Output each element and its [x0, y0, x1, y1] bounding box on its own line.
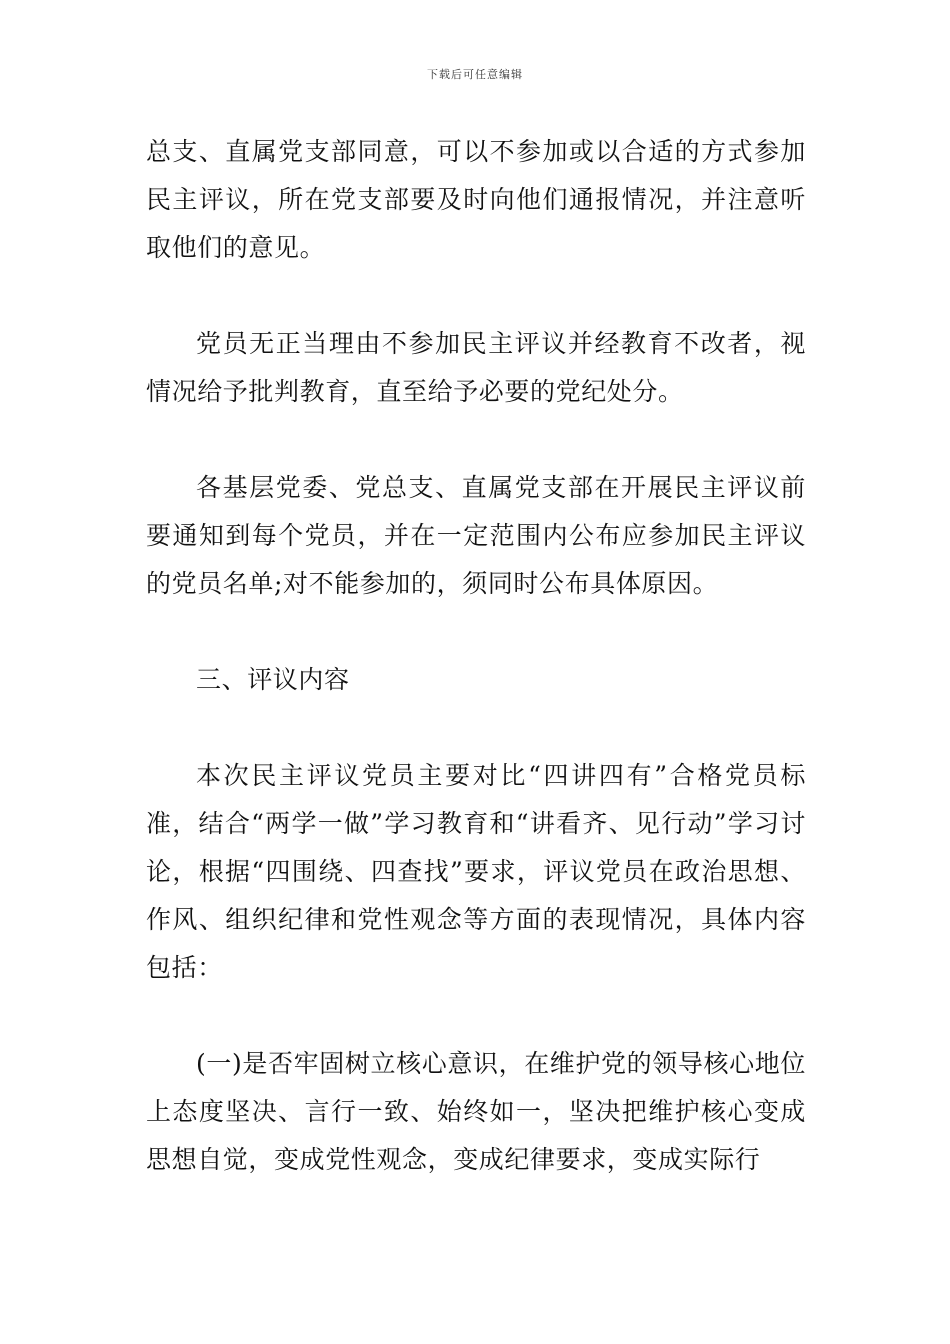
paragraph-5: (一)是否牢固树立核心意识，在维护党的领导核心地位上态度坚决、言行一致、始终如一，坚决把维护核心变成思想自觉，变成党性观念，变成纪律要求，变成实际行: [146, 1049, 806, 1174]
document-body: [146, 128, 806, 1184]
paragraph-3: 各基层党委、党总支、直属党支部在开展民主评议前要通知到每个党员，并在一定范围内公布应参加民主评议的党员名单;对不能参加的，须同时公布具体原因。: [146, 473, 806, 598]
section-heading: 三、评议内容: [196, 665, 350, 694]
paragraph-4: 本次民主评议党员主要对比“四讲四有”合格党员标准，结合“两学一做”学习教育和“讲看齐、见行动”学习讨论，根据“四围绕、四查找”要求，评议党员在政治思想、作风、组织纪律和党性观念等方面的表现情况，具体内容包括：: [146, 761, 806, 982]
paragraph-2: 党员无正当理由不参加民主评议并经教育不改者，视情况给予批判教育，直至给予必要的党纪处分。: [146, 329, 806, 406]
paragraph-1: 总支、直属党支部同意，可以不参加或以合适的方式参加民主评议，所在党支部要及时向他们通报情况，并注意听取他们的意见。: [146, 137, 806, 262]
page-header: 下载后可任意编辑: [427, 68, 523, 81]
